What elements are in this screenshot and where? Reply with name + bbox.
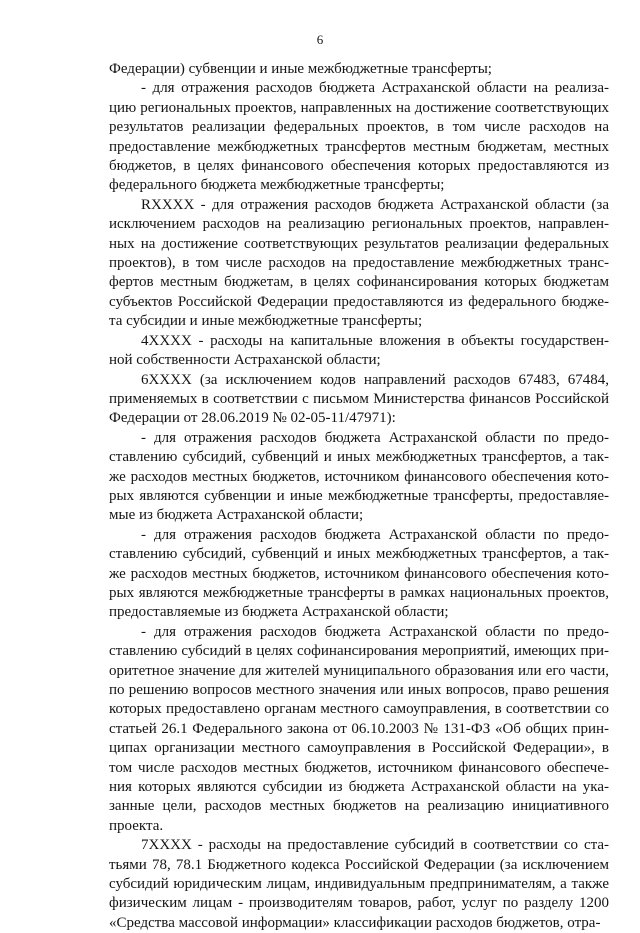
- text-line: проектов), в том числе расходов на предоставление межбюджетных транс-: [109, 255, 609, 272]
- text-line: ных на достижение соответствующих результатов реализации федеральных: [109, 235, 609, 252]
- text-line: - для отражения расходов бюджета Астраханской области на реализа-: [141, 80, 609, 97]
- text-line: результатов реализации федеральных проектов, в том числе расходов на: [109, 119, 609, 136]
- text-line: ния которых являются субсидии из бюджета Астраханской области на ука-: [109, 779, 609, 796]
- text-line: занные цели, расходов местных бюджетов на реализацию инициативного: [109, 798, 609, 815]
- paragraph: [109, 371, 609, 429]
- text-line: субъектов Российской Федерации предоставляются из федерального бюдже-: [109, 293, 609, 310]
- text-line: рых являются межбюджетные трансферты в рамках национальных проектов,: [109, 584, 609, 601]
- text-line: Федерации) субвенции и иные межбюджетные трансферты;: [109, 61, 492, 77]
- text-line: же расходов местных бюджетов, источником финансового обеспечения кото-: [109, 468, 609, 485]
- text-line: цию региональных проектов, направленных на достижение соответствующих: [109, 99, 609, 116]
- text-line: та субсидии и иные межбюджетные трансферты;: [109, 313, 423, 330]
- text-line: бюджетов, в целях финансового обеспечения которых предоставляются из: [109, 158, 609, 175]
- paragraph: [109, 79, 609, 195]
- text-line: - для отражения расходов бюджета Астраханской области по предо-: [141, 429, 609, 446]
- text-line: ной собственности Астраханской области;: [109, 352, 381, 369]
- text-line: - для отражения расходов бюджета Астраханской области по предо-: [141, 526, 609, 543]
- text-line: применяемых в соответствии с письмом Министерства финансов Российской: [109, 390, 609, 407]
- text-line: по решению вопросов местного значения или иных вопросов, право решения: [109, 682, 609, 698]
- text-line: физическим лицам - производителям товаров, работ, услуг по разделу 1200: [109, 895, 609, 912]
- text-line: - для отражения расходов бюджета Астраханской области по предо-: [141, 623, 609, 640]
- paragraph: [109, 196, 609, 332]
- text-line: статьей 26.1 Федерального закона от 06.10.2003 № 131-ФЗ «Об общих прин-: [109, 720, 609, 737]
- paragraph: [109, 332, 609, 371]
- text-line: том числе расходов местных бюджетов, источником финансового обеспече-: [109, 759, 609, 776]
- paragraph: [109, 429, 609, 526]
- text-line: 6XXXX (за исключением кодов направлений расходов 67483, 67484,: [141, 371, 609, 388]
- paragraph: [109, 836, 609, 933]
- text-line: RXXXX - для отражения расходов бюджета Астраханской области (за: [141, 196, 609, 213]
- text-line: «Средства массовой информации» классификации расходов бюджетов, отра-: [109, 914, 601, 931]
- text-line: рых являются субвенции и иные межбюджетные трансферты, предоставляе-: [109, 487, 609, 504]
- text-line: тьями 78, 78.1 Бюджетного кодекса Российской Федерации (за исключением: [109, 856, 609, 873]
- text-line: оритетное значение для жителей муниципального образования или его части,: [109, 662, 609, 679]
- paragraph: [109, 623, 609, 836]
- page-number: 6: [316, 32, 324, 47]
- text-line: же расходов местных бюджетов, источником финансового обеспечения кото-: [109, 565, 609, 582]
- text-line: предоставляемые из бюджета Астраханской области;: [109, 604, 449, 621]
- text-line: исключением расходов на реализацию региональных проектов, направлен-: [109, 216, 609, 233]
- text-line: мые из бюджета Астраханской области;: [109, 507, 364, 524]
- paragraph: [109, 60, 609, 79]
- text-line: субсидий юридическим лицам, индивидуальным предпринимателям, а также: [109, 876, 609, 893]
- text-line: 7XXXX - расходы на предоставление субсидий в соответствии со ста-: [141, 837, 609, 854]
- text-line: проекта.: [109, 817, 164, 834]
- paragraph: [109, 526, 609, 623]
- text-line: которых предоставлено органам местного самоуправления, в соответствии со: [109, 701, 609, 718]
- text-line: 4XXXX - расходы на капитальные вложения в объекты государствен-: [141, 332, 609, 349]
- text-line: ставлению субсидий в целях софинансирования мероприятий, имеющих при-: [109, 643, 609, 660]
- text-line: предоставление межбюджетных трансфертов местным бюджетам, местных: [109, 138, 609, 155]
- text-line: фертов местным бюджетам, в целях софинансирования которых бюджетам: [109, 274, 609, 291]
- text-line: Федерации от 28.06.2019 № 02-05-11/47971):: [109, 410, 396, 427]
- text-line: ставлению субсидий, субвенций и иных межбюджетных трансфертов, а так-: [109, 449, 609, 466]
- text-line: ципах организации местного самоуправления в Российской Федерации», в: [109, 740, 609, 757]
- document-body: [109, 60, 609, 933]
- text-line: ставлению субсидий, субвенций и иных межбюджетных трансфертов, а так-: [109, 546, 609, 563]
- text-line: федерального бюджета межбюджетные трансферты;: [109, 177, 445, 194]
